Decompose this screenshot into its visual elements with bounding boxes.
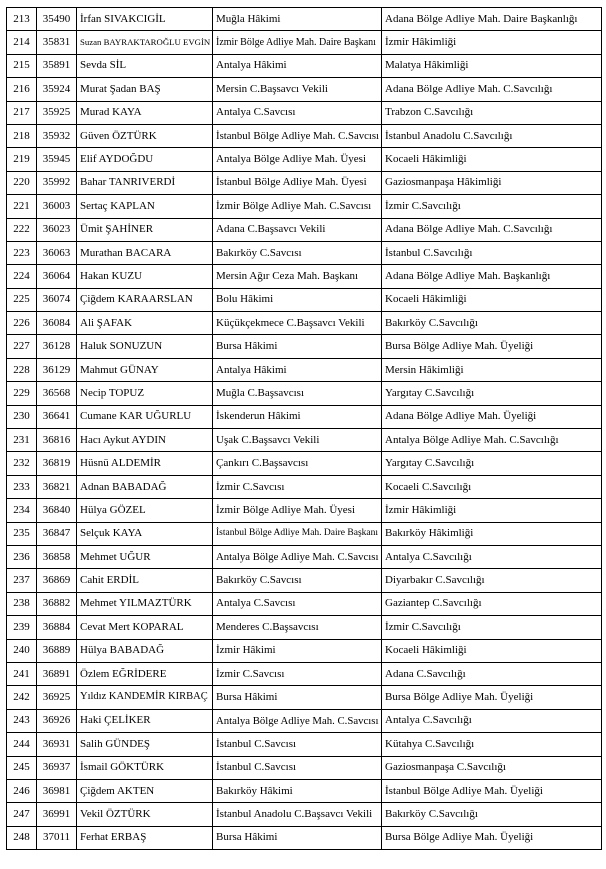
registry-number: 36063 xyxy=(37,241,77,264)
current-position: İstanbul Anadolu C.Başsavcı Vekili xyxy=(213,803,382,826)
new-position: Malatya Hâkimliği xyxy=(382,54,602,77)
row-number: 215 xyxy=(7,54,37,77)
row-number: 224 xyxy=(7,265,37,288)
registry-number: 36641 xyxy=(37,405,77,428)
table-row xyxy=(7,101,602,124)
current-position: Antalya C.Savcısı xyxy=(213,101,382,124)
person-name: İsmail GÖKTÜRK xyxy=(77,756,213,779)
row-number: 225 xyxy=(7,288,37,311)
registry-number: 35490 xyxy=(37,8,77,31)
registry-number: 35945 xyxy=(37,148,77,171)
row-number: 234 xyxy=(7,499,37,522)
registry-number: 36074 xyxy=(37,288,77,311)
new-position: Adana Bölge Adliye Mah. Başkanlığı xyxy=(382,265,602,288)
current-position: İzmir Bölge Adliye Mah. Daire Başkanı xyxy=(213,31,382,54)
table-row xyxy=(7,709,602,732)
registry-number: 35925 xyxy=(37,101,77,124)
table-row xyxy=(7,662,602,685)
person-name: Yıldız KANDEMİR KIRBAÇ xyxy=(77,686,213,709)
registry-number: 36884 xyxy=(37,616,77,639)
registry-number: 36819 xyxy=(37,452,77,475)
person-name: Çiğdem KARAARSLAN xyxy=(77,288,213,311)
current-position: Adana C.Başsavcı Vekili xyxy=(213,218,382,241)
current-position: İstanbul C.Savcısı xyxy=(213,756,382,779)
table-row xyxy=(7,499,602,522)
table-row xyxy=(7,545,602,568)
registry-number: 36937 xyxy=(37,756,77,779)
current-position: İstanbul Bölge Adliye Mah. C.Savcısı xyxy=(213,124,382,147)
row-number: 245 xyxy=(7,756,37,779)
table-row xyxy=(7,616,602,639)
table-row xyxy=(7,592,602,615)
table-row xyxy=(7,148,602,171)
row-number: 221 xyxy=(7,195,37,218)
new-position: Yargıtay C.Savcılığı xyxy=(382,382,602,405)
registry-number: 36840 xyxy=(37,499,77,522)
registry-number: 36084 xyxy=(37,312,77,335)
row-number: 213 xyxy=(7,8,37,31)
person-name: Ferhat ERBAŞ xyxy=(77,826,213,849)
current-position: Bursa Hâkimi xyxy=(213,826,382,849)
new-position: Antalya C.Savcılığı xyxy=(382,545,602,568)
person-name: Cumane KAR UĞURLU xyxy=(77,405,213,428)
current-position: Bakırköy C.Savcısı xyxy=(213,569,382,592)
current-position: İstanbul C.Savcısı xyxy=(213,733,382,756)
row-number: 226 xyxy=(7,312,37,335)
table-row xyxy=(7,686,602,709)
row-number: 223 xyxy=(7,241,37,264)
registry-number: 36821 xyxy=(37,475,77,498)
registry-number: 36816 xyxy=(37,429,77,452)
current-position: Bakırköy Hâkimi xyxy=(213,779,382,802)
person-name: Çiğdem AKTEN xyxy=(77,779,213,802)
new-position: Adana Bölge Adliye Mah. Daire Başkanlığı xyxy=(382,8,602,31)
registry-number: 36128 xyxy=(37,335,77,358)
current-position: Çankırı C.Başsavcısı xyxy=(213,452,382,475)
new-position: Adana Bölge Adliye Mah. C.Savcılığı xyxy=(382,218,602,241)
row-number: 220 xyxy=(7,171,37,194)
table-body xyxy=(7,8,602,850)
new-position: Kocaeli Hâkimliği xyxy=(382,288,602,311)
registry-number: 36847 xyxy=(37,522,77,545)
current-position: Bakırköy C.Savcısı xyxy=(213,241,382,264)
registry-number: 36003 xyxy=(37,195,77,218)
person-name: Sertaç KAPLAN xyxy=(77,195,213,218)
new-position: İstanbul Bölge Adliye Mah. Üyeliği xyxy=(382,779,602,802)
person-name: Adnan BABADAĞ xyxy=(77,475,213,498)
person-name: Murad KAYA xyxy=(77,101,213,124)
current-position: Antalya Bölge Adliye Mah. C.Savcısı xyxy=(213,709,382,732)
table-row xyxy=(7,312,602,335)
person-name: Suzan BAYRAKTAROĞLU EVGİN xyxy=(77,31,213,54)
table-row xyxy=(7,358,602,381)
row-number: 228 xyxy=(7,358,37,381)
new-position: İzmir C.Savcılığı xyxy=(382,616,602,639)
person-name: Cevat Mert KOPARAL xyxy=(77,616,213,639)
row-number: 236 xyxy=(7,545,37,568)
person-name: Ümit ŞAHİNER xyxy=(77,218,213,241)
registry-number: 36023 xyxy=(37,218,77,241)
table-row xyxy=(7,265,602,288)
registry-number: 36568 xyxy=(37,382,77,405)
new-position: Bursa Bölge Adliye Mah. Üyeliği xyxy=(382,826,602,849)
row-number: 248 xyxy=(7,826,37,849)
person-name: Bahar TANRIVERDİ xyxy=(77,171,213,194)
table-row xyxy=(7,335,602,358)
registry-number: 35992 xyxy=(37,171,77,194)
row-number: 219 xyxy=(7,148,37,171)
registry-number: 36882 xyxy=(37,592,77,615)
current-position: İskenderun Hâkimi xyxy=(213,405,382,428)
row-number: 242 xyxy=(7,686,37,709)
person-name: İrfan SIVAKCIGİL xyxy=(77,8,213,31)
row-number: 217 xyxy=(7,101,37,124)
person-name: Hülya GÖZEL xyxy=(77,499,213,522)
registry-number: 36891 xyxy=(37,662,77,685)
person-name: Salih GÜNDEŞ xyxy=(77,733,213,756)
registry-number: 36889 xyxy=(37,639,77,662)
new-position: Bakırköy Hâkimliği xyxy=(382,522,602,545)
current-position: Mersin C.Başsavcı Vekili xyxy=(213,78,382,101)
new-position: İzmir C.Savcılığı xyxy=(382,195,602,218)
row-number: 230 xyxy=(7,405,37,428)
table-row xyxy=(7,78,602,101)
current-position: İstanbul Bölge Adliye Mah. Üyesi xyxy=(213,171,382,194)
row-number: 238 xyxy=(7,592,37,615)
table-row xyxy=(7,826,602,849)
registry-number: 35932 xyxy=(37,124,77,147)
current-position: Bolu Hâkimi xyxy=(213,288,382,311)
table-row xyxy=(7,31,602,54)
new-position: Gaziantep C.Savcılığı xyxy=(382,592,602,615)
person-name: Hüsnü ALDEMİR xyxy=(77,452,213,475)
row-number: 232 xyxy=(7,452,37,475)
registry-number: 36991 xyxy=(37,803,77,826)
person-name: Ali ŞAFAK xyxy=(77,312,213,335)
new-position: Kocaeli C.Savcılığı xyxy=(382,475,602,498)
person-name: Hakan KUZU xyxy=(77,265,213,288)
current-position: Menderes C.Başsavcısı xyxy=(213,616,382,639)
table-row xyxy=(7,54,602,77)
table-row xyxy=(7,569,602,592)
current-position: Antalya Hâkimi xyxy=(213,54,382,77)
current-position: İzmir Bölge Adliye Mah. Üyesi xyxy=(213,499,382,522)
new-position: Bakırköy C.Savcılığı xyxy=(382,312,602,335)
current-position: Küçükçekmece C.Başsavcı Vekili xyxy=(213,312,382,335)
new-position: Adana Bölge Adliye Mah. C.Savcılığı xyxy=(382,78,602,101)
person-name: Mahmut GÜNAY xyxy=(77,358,213,381)
row-number: 233 xyxy=(7,475,37,498)
current-position: İzmir Hâkimi xyxy=(213,639,382,662)
new-position: Diyarbakır C.Savcılığı xyxy=(382,569,602,592)
registry-number: 36931 xyxy=(37,733,77,756)
appointment-table xyxy=(6,7,602,850)
row-number: 235 xyxy=(7,522,37,545)
person-name: Haki ÇELİKER xyxy=(77,709,213,732)
table-row xyxy=(7,522,602,545)
current-position: Antalya Bölge Adliye Mah. C.Savcısı xyxy=(213,545,382,568)
person-name: Murat Şadan BAŞ xyxy=(77,78,213,101)
new-position: İstanbul Anadolu C.Savcılığı xyxy=(382,124,602,147)
current-position: Muğla C.Başsavcısı xyxy=(213,382,382,405)
new-position: Trabzon C.Savcılığı xyxy=(382,101,602,124)
person-name: Mehmet UĞUR xyxy=(77,545,213,568)
person-name: Necip TOPUZ xyxy=(77,382,213,405)
row-number: 243 xyxy=(7,709,37,732)
current-position: İzmir C.Savcısı xyxy=(213,475,382,498)
current-position: Bursa Hâkimi xyxy=(213,686,382,709)
row-number: 222 xyxy=(7,218,37,241)
current-position: Bursa Hâkimi xyxy=(213,335,382,358)
table-row xyxy=(7,639,602,662)
table-row xyxy=(7,195,602,218)
new-position: Antalya Bölge Adliye Mah. C.Savcılığı xyxy=(382,429,602,452)
row-number: 241 xyxy=(7,662,37,685)
person-name: Hülya BABADAĞ xyxy=(77,639,213,662)
registry-number: 36129 xyxy=(37,358,77,381)
person-name: Murathan BACARA xyxy=(77,241,213,264)
registry-number: 36925 xyxy=(37,686,77,709)
table-row xyxy=(7,429,602,452)
registry-number: 35891 xyxy=(37,54,77,77)
registry-number: 36858 xyxy=(37,545,77,568)
new-position: Gaziosmanpaşa C.Savcılığı xyxy=(382,756,602,779)
person-name: Vekil ÖZTÜRK xyxy=(77,803,213,826)
current-position: Antalya Bölge Adliye Mah. Üyesi xyxy=(213,148,382,171)
new-position: Adana Bölge Adliye Mah. Üyeliği xyxy=(382,405,602,428)
registry-number: 36981 xyxy=(37,779,77,802)
registry-number: 37011 xyxy=(37,826,77,849)
registry-number: 36869 xyxy=(37,569,77,592)
new-position: Bursa Bölge Adliye Mah. Üyeliği xyxy=(382,335,602,358)
current-position: Mersin Ağır Ceza Mah. Başkanı xyxy=(213,265,382,288)
new-position: Mersin Hâkimliği xyxy=(382,358,602,381)
current-position: İstanbul Bölge Adliye Mah. Daire Başkanı xyxy=(213,522,382,545)
table-row xyxy=(7,756,602,779)
new-position: Kocaeli Hâkimliği xyxy=(382,639,602,662)
table-row xyxy=(7,124,602,147)
table-row xyxy=(7,733,602,756)
table-row xyxy=(7,218,602,241)
row-number: 237 xyxy=(7,569,37,592)
new-position: Bakırköy C.Savcılığı xyxy=(382,803,602,826)
current-position: İzmir Bölge Adliye Mah. C.Savcısı xyxy=(213,195,382,218)
new-position: Kocaeli Hâkimliği xyxy=(382,148,602,171)
new-position: Antalya C.Savcılığı xyxy=(382,709,602,732)
row-number: 231 xyxy=(7,429,37,452)
current-position: Muğla Hâkimi xyxy=(213,8,382,31)
row-number: 246 xyxy=(7,779,37,802)
person-name: Cahit ERDİL xyxy=(77,569,213,592)
new-position: Yargıtay C.Savcılığı xyxy=(382,452,602,475)
table-row xyxy=(7,405,602,428)
current-position: Antalya C.Savcısı xyxy=(213,592,382,615)
row-number: 216 xyxy=(7,78,37,101)
new-position: Kütahya C.Savcılığı xyxy=(382,733,602,756)
person-name: Selçuk KAYA xyxy=(77,522,213,545)
new-position: Adana C.Savcılığı xyxy=(382,662,602,685)
new-position: İstanbul C.Savcılığı xyxy=(382,241,602,264)
current-position: Uşak C.Başsavcı Vekili xyxy=(213,429,382,452)
table-row xyxy=(7,452,602,475)
table-row xyxy=(7,779,602,802)
table-row xyxy=(7,241,602,264)
table-row xyxy=(7,288,602,311)
registry-number: 35924 xyxy=(37,78,77,101)
new-position: İzmir Hâkimliği xyxy=(382,499,602,522)
person-name: Güven ÖZTÜRK xyxy=(77,124,213,147)
person-name: Haluk SONUZUN xyxy=(77,335,213,358)
row-number: 218 xyxy=(7,124,37,147)
row-number: 240 xyxy=(7,639,37,662)
table-row xyxy=(7,8,602,31)
new-position: Bursa Bölge Adliye Mah. Üyeliği xyxy=(382,686,602,709)
registry-number: 35831 xyxy=(37,31,77,54)
person-name: Sevda SİL xyxy=(77,54,213,77)
registry-number: 36064 xyxy=(37,265,77,288)
person-name: Mehmet YILMAZTÜRK xyxy=(77,592,213,615)
table-row xyxy=(7,803,602,826)
person-name: Hacı Aykut AYDIN xyxy=(77,429,213,452)
row-number: 229 xyxy=(7,382,37,405)
registry-number: 36926 xyxy=(37,709,77,732)
row-number: 244 xyxy=(7,733,37,756)
row-number: 227 xyxy=(7,335,37,358)
row-number: 247 xyxy=(7,803,37,826)
row-number: 239 xyxy=(7,616,37,639)
table-row xyxy=(7,171,602,194)
current-position: Antalya Hâkimi xyxy=(213,358,382,381)
current-position: İzmir C.Savcısı xyxy=(213,662,382,685)
table-row xyxy=(7,382,602,405)
row-number: 214 xyxy=(7,31,37,54)
table-row xyxy=(7,475,602,498)
new-position: İzmir Hâkimliği xyxy=(382,31,602,54)
new-position: Gaziosmanpaşa Hâkimliği xyxy=(382,171,602,194)
person-name: Elif AYDOĞDU xyxy=(77,148,213,171)
person-name: Özlem EĞRİDERE xyxy=(77,662,213,685)
